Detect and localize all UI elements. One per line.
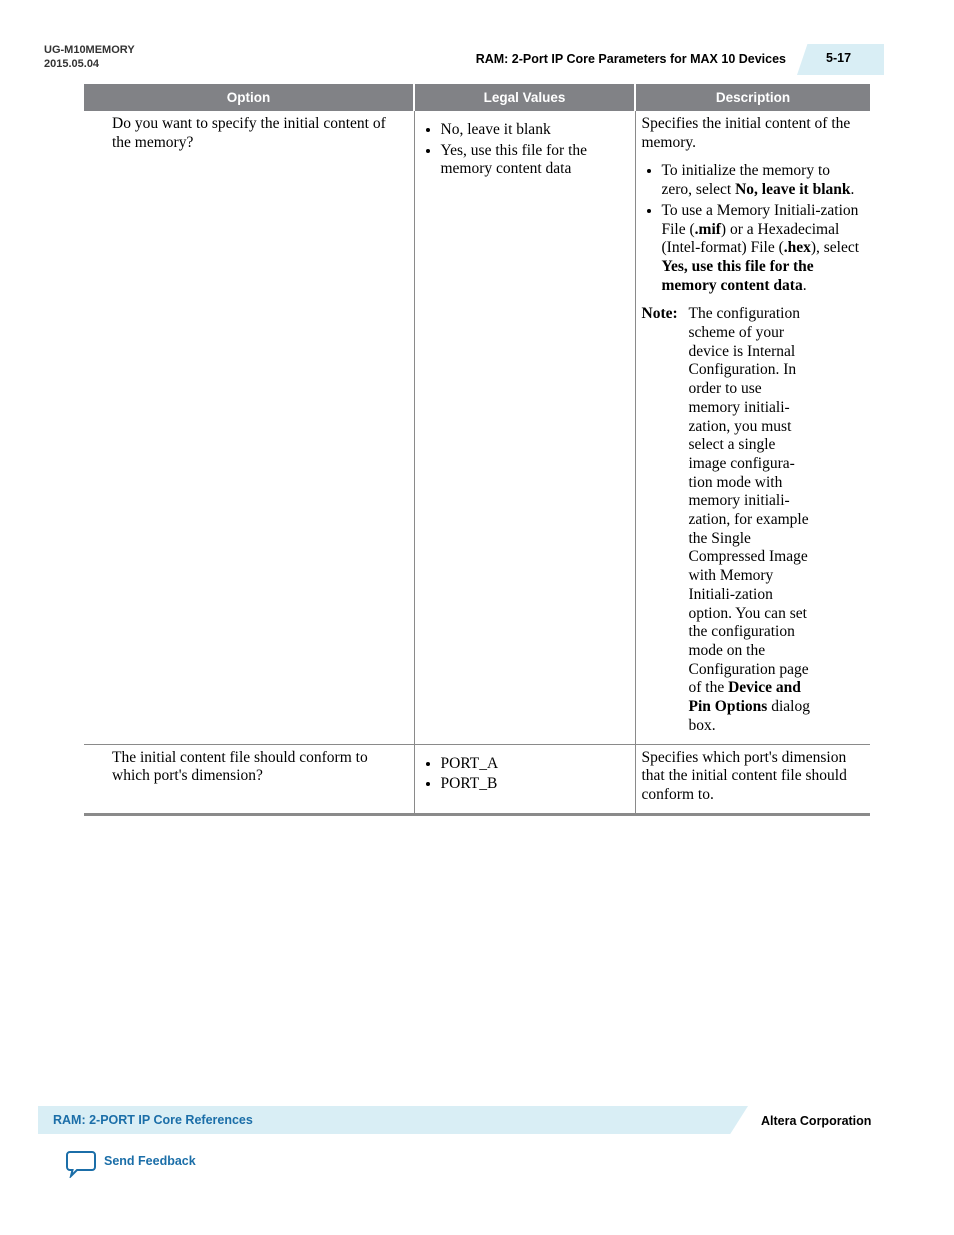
option-cell <box>84 111 414 744</box>
legal-values-cell <box>414 744 635 814</box>
text-run: To initialize the memory to zero, select <box>661 162 831 199</box>
table-row <box>84 111 870 744</box>
list-item <box>662 202 865 296</box>
doc-meta <box>44 43 135 71</box>
description-cell <box>635 744 870 814</box>
bold-run: .mif <box>694 220 721 238</box>
text-run: To use a Memory Initiali-zation File ( <box>661 201 859 238</box>
text-run: dialog box. <box>688 698 810 734</box>
list-item: • Yes, use this file for the memory content data <box>441 142 629 179</box>
description-list <box>642 162 865 295</box>
note-text <box>689 305 817 735</box>
text-run: ), select <box>810 239 860 257</box>
text-run: . <box>802 276 807 294</box>
text-run: The configuration scheme of your device is Internal Configuration. In order to use memory initiali-zation, you must select a single image configura-tion mode with memory initiali-zation, for example the Single Compressed Image with Memory Initiali-zation option. You can set the configuration mode on the Configuration page of the <box>688 305 809 697</box>
column-header-legal-values: Legal Values <box>414 84 635 111</box>
speech-bubble-icon <box>66 1150 96 1178</box>
column-header-option: Option <box>84 84 414 111</box>
parameter-table <box>84 84 870 816</box>
running-title: RAM: 2-Port IP Core Parameters for MAX 10 Devices <box>475 52 786 66</box>
send-feedback-label: Send Feedback <box>104 1154 196 1168</box>
footer-company: Altera Corporation <box>761 1114 872 1128</box>
description-cell <box>635 111 870 744</box>
doc-date: 2015.05.04 <box>44 58 100 70</box>
legal-values-list <box>421 755 629 794</box>
column-header-description: Description <box>635 84 870 111</box>
description-text: Specifies which port's dimension that the initial content file should conform to. <box>641 748 847 803</box>
list-item <box>662 162 865 199</box>
list-item: • No, leave it blank <box>441 121 629 140</box>
footer-reference-link[interactable]: RAM: 2-PORT IP Core References <box>53 1113 253 1127</box>
send-feedback-link[interactable] <box>66 1150 196 1178</box>
note-block <box>642 305 865 735</box>
bold-run: No, leave it blank <box>735 181 851 199</box>
option-text: The initial content file should conform to which port's dimension? <box>112 748 368 785</box>
bold-run: .hex <box>783 239 811 257</box>
bold-run: Yes, use this file for the memory content data <box>661 257 814 294</box>
list-item: • PORT_A <box>441 755 629 774</box>
note-label: Note: <box>641 305 678 323</box>
doc-id: UG-M10MEMORY <box>44 44 135 56</box>
legal-values-cell <box>414 111 635 744</box>
option-cell <box>84 744 414 814</box>
text-run: . <box>850 181 855 199</box>
list-item: • PORT_B <box>441 775 629 794</box>
legal-values-list <box>421 121 629 179</box>
description-intro: Specifies the initial content of the memory. <box>641 115 851 151</box>
table-header-row <box>84 84 870 111</box>
table-row <box>84 744 870 814</box>
page-number: 5-17 <box>826 51 852 65</box>
option-text: Do you want to specify the initial content of the memory? <box>112 115 386 151</box>
text-run: ) or a Hexadecimal (Intel-format) File ( <box>661 220 840 257</box>
bold-run: Device and Pin Options <box>688 679 801 716</box>
